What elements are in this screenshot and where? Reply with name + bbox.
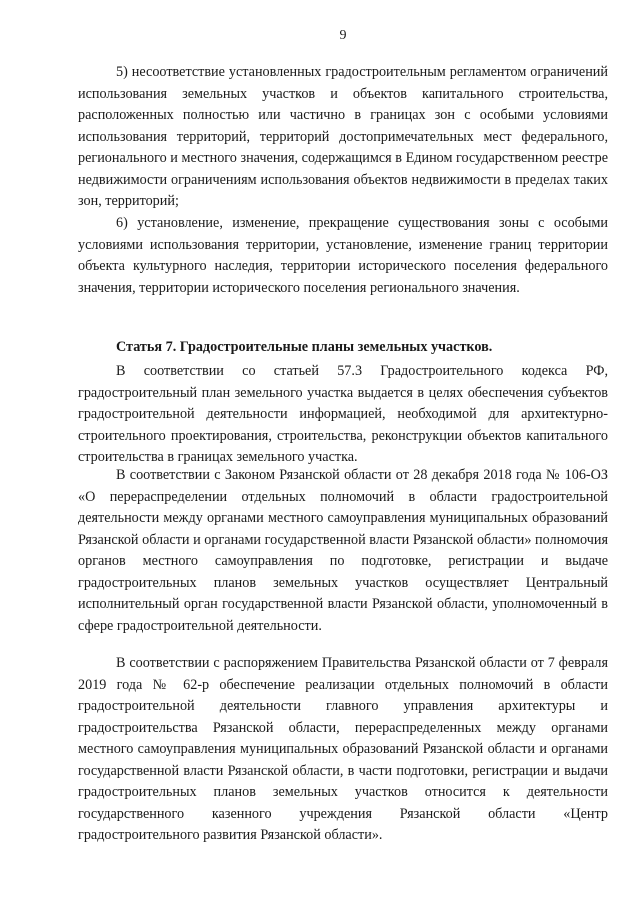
paragraph-item-5: 5) несоответствие установленных градостроительным регламентом ограничений использования земельных участков и объектов капитального строительства, расположенных полностью или частично в границах зон с особыми условиями использования территорий, территорий достопримечательных мест федерального, регионального и местного значения, содержащимся в Едином государственном реестре недвижимости ограничениям использования объектов недвижимости в пределах таких зон, территорий;: [78, 64, 608, 209]
paragraph-article7-1: В соответствии со статьей 57.3 Градостроительного кодекса РФ, градостроительный план земельного участка выдается в целях обеспечения субъектов градостроительной деятельности информацией, необходимой для архитектурно-строительного проектирования, строительства, реконструкции объектов капитального строительства в границах земельного участка.: [78, 363, 608, 465]
page-number: 9: [339, 28, 347, 43]
article-heading: Статья 7. Градостроительные планы земельных участков.: [116, 339, 493, 355]
paragraph-article7-2: В соответствии с Законом Рязанской области от 28 декабря 2018 года № 106-ОЗ «О перераспределении отдельных полномочий в области градостроительной деятельности между органами местного самоуправления муниципальных образований Рязанской области и органами государственной власти Рязанской области» полномочия органов местного самоуправления по подготовке, регистрации и выдаче градостроительных планов земельных участков осуществляет Центральный исполнительный орган государственной власти Рязанской области, уполномоченный в сфере градостроительной деятельности.: [78, 467, 608, 634]
paragraph-article7-3: В соответствии с распоряжением Правительства Рязанской области от 7 февраля 2019 года № 62-р обеспечение реализации отдельных полномочий в области градостроительной деятельности главного управления архитектуры и градостроительства Рязанской области, перераспределенных между органами местного самоуправления муниципальных образований Рязанской области и органами государственной власти Рязанской области, в части подготовки, регистрации и выдачи градостроительных планов земельных участков относится к деятельности государственного казенного учреждения Рязанской области «Центр градостроительного развития Рязанской области».: [78, 655, 608, 843]
paragraph-item-6: 6) установление, изменение, прекращение существования зоны с особыми условиями использования территории, установление, изменение границ территории объекта культурного наследия, территории исторического поселения федерального значения, территории исторического поселения регионального значения.: [78, 215, 608, 296]
